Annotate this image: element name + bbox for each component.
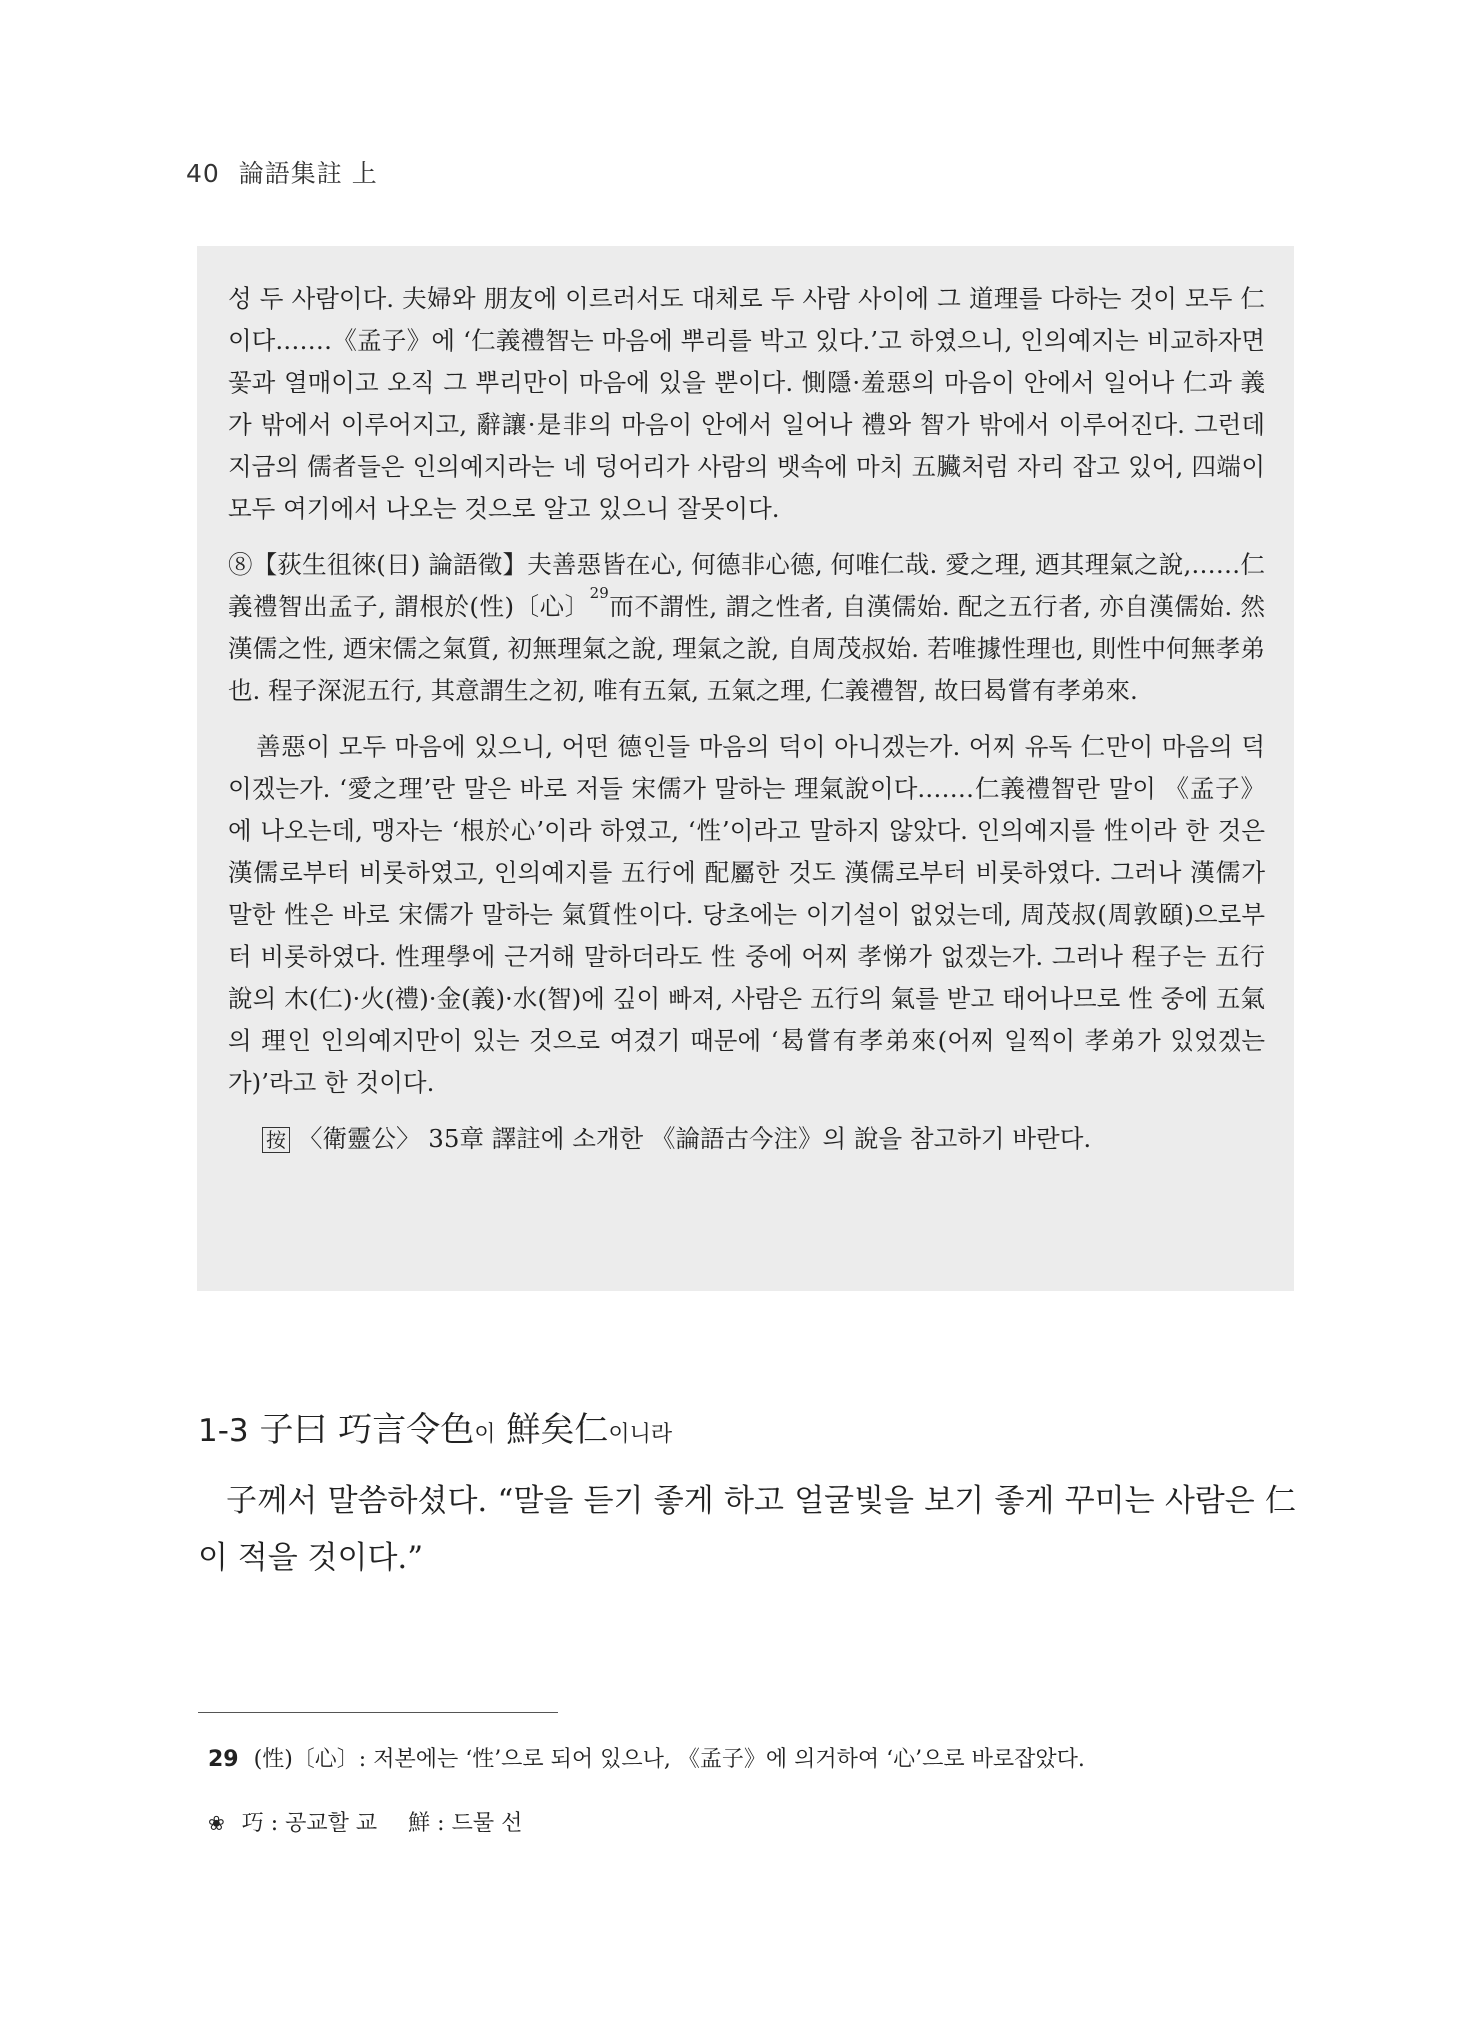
flower-icon: ❀: [208, 1811, 225, 1835]
section-particle: 이: [474, 1422, 496, 1447]
commentary-original-text: [228, 544, 1265, 712]
original-text-part: ⑧【荻生徂徠(日) 論語徵】夫善惡皆在心, 何德非心德, 何唯仁哉. 愛之理, 迺其理氣之說,……仁義禮智出孟子, 謂根於(性)〔心〕: [228, 550, 1265, 621]
section-particle: 이니라: [608, 1422, 673, 1447]
section-number: 1-3: [198, 1413, 249, 1449]
footnote-number: 29: [208, 1747, 239, 1772]
section-translation: 子께서 말씀하셨다. “말을 듣기 좋게 하고 얼굴빛을 보기 좋게 꾸미는 사람은 仁이 적을 것이다.”: [198, 1483, 1296, 1576]
commentary-paragraph: 성 두 사람이다. 夫婦와 朋友에 이르러서도 대체로 두 사람 사이에 그 道理를 다하는 것이 모두 仁이다.……《孟子》에 ‘仁義禮智는 마음에 뿌리를 박고 있다.’고 하였으니, 인의예지는 비교하자면 꽃과 열매이고 오직 그 뿌리만이 마음에 있을 뿐이다. 惻隱·羞惡의 마음이 안에서 일어나 仁과 義가 밖에서 이루어지고, 辭讓·是非의 마음이 안에서 일어나 禮와 智가 밖에서 이루어진다. 그런데 지금의 儒者들은 인의예지라는 네 덩어리가 사람의 뱃속에 마치 五臟처럼 자리 잡고 있어, 四端이 모두 여기에서 나오는 것으로 알고 있으니 잘못이다.: [228, 284, 1265, 523]
section-heading: [198, 1402, 672, 1451]
note-text: 〈衛靈公〉 35章 譯註에 소개한 《論語古今注》의 說을 참고하기 바란다.: [298, 1124, 1092, 1153]
gloss-item: 鮮 : 드물 선: [408, 1811, 523, 1836]
gloss-item: 巧 : 공교할 교: [241, 1811, 378, 1836]
page-number: 40: [186, 159, 220, 188]
page-header: [186, 154, 378, 190]
commentary-translation: 善惡이 모두 마음에 있으니, 어떤 德인들 마음의 덕이 아니겠는가. 어찌 유독 仁만이 마음의 덕이겠는가. ‘愛之理’란 말은 바로 저들 宋儒가 말하는 理氣說이다.……仁義禮智란 말이 《孟子》에 나오는데, 맹자는 ‘根於心’이라 하였고, ‘性’이라고 말하지 않았다. 인의예지를 性이라 한 것은 漢儒로부터 비롯하였고, 인의예지를 五行에 配屬한 것도 漢儒로부터 비롯하였다. 그러나 漢儒가 말한 性은 바로 宋儒가 말하는 氣質性이다. 당초에는 이기설이 없었는데, 周茂叔(周敦頤)으로부터 비롯하였다. 性理學에 근거해 말하더라도 性 중에 어찌 孝悌가 없겠는가. 그러나 程子는 五行說의 木(仁)·火(禮)·金(義)·水(智)에 깊이 빠져, 사람은 五行의 氣를 받고 태어나므로 性 중에 五氣의 理인 인의예지만이 있는 것으로 여겼기 때문에 ‘曷嘗有孝弟來(어찌 일찍이 孝弟가 있었겠는가)’라고 한 것이다.: [228, 732, 1265, 1097]
footnote: [208, 1742, 1085, 1773]
section-text: 鮮矣仁: [506, 1410, 609, 1450]
footnote-text: (性)〔心〕: 저본에는 ‘性’으로 되어 있으나, 《孟子》에 의거하여 ‘心’으로 바로잡았다.: [253, 1747, 1085, 1772]
note-label: 按: [262, 1127, 290, 1153]
footnote-reference: 29: [589, 584, 609, 602]
footnote-divider: [198, 1712, 558, 1713]
book-title: 論語集註 上: [238, 159, 378, 188]
commentary-note: [228, 1118, 1265, 1160]
commentary-box: [197, 246, 1294, 1291]
original-text-part: 而不謂性, 謂之性者, 自漢儒始. 配之五行者, 亦自漢儒始. 然漢儒之性, 迺宋儒之氣質, 初無理氣之說, 理氣之說, 自周茂叔始. 若唯據性理也, 則性中何無孝弟也. 程子深泥五行, 其意謂生之初, 唯有五氣, 五氣之理, 仁義禮智, 故曰曷嘗有孝弟來.: [228, 592, 1265, 705]
section-text: 子曰 巧言令色: [259, 1410, 475, 1450]
character-gloss: [208, 1806, 546, 1837]
